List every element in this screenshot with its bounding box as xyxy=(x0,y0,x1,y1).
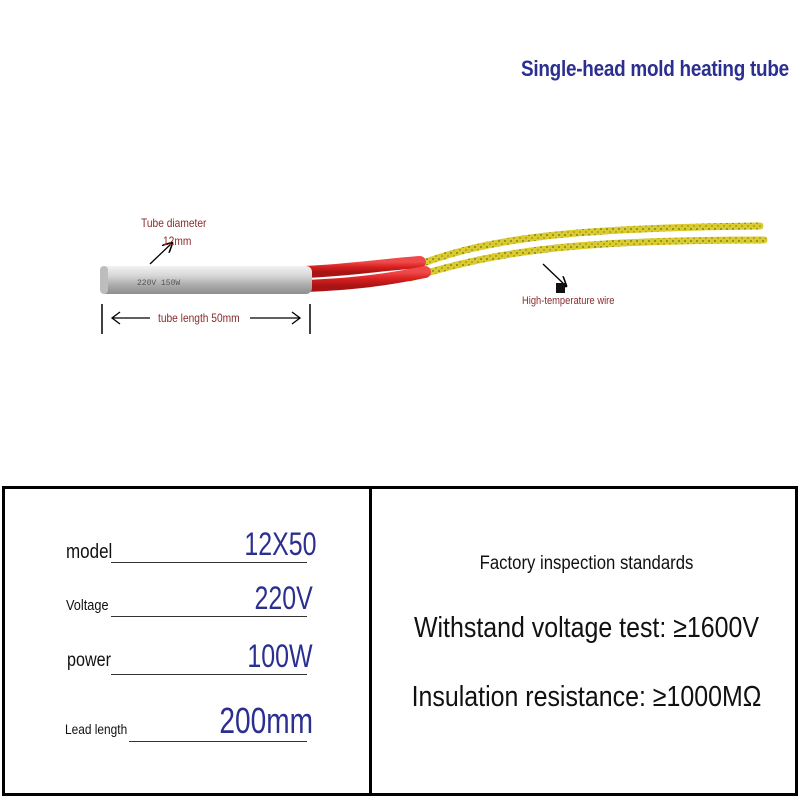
wire-lower xyxy=(410,240,764,278)
tube-length-label: tube length 50mm xyxy=(158,311,240,325)
tube-diameter-value: 12mm xyxy=(163,234,192,248)
spec-panel xyxy=(2,486,372,796)
spec-row-power xyxy=(5,637,375,677)
spec-value: 220V xyxy=(254,580,313,616)
spec-label: model xyxy=(66,541,113,563)
tube-print: 220V 150W xyxy=(137,279,181,288)
spec-value: 12X50 xyxy=(244,526,317,562)
standards-panel xyxy=(369,486,798,796)
spec-row-model xyxy=(5,525,375,565)
wire-label: High-temperature wire xyxy=(522,295,615,307)
spec-label: Voltage xyxy=(66,597,109,614)
tube-diameter-label: Tube diameter xyxy=(141,216,207,230)
heating-tube xyxy=(100,266,312,294)
standards-title: Factory inspection standards xyxy=(479,553,694,574)
spec-value: 200mm xyxy=(219,700,313,741)
spec-label: power xyxy=(67,650,111,671)
spec-row-lead-length xyxy=(5,702,375,742)
spec-row-voltage xyxy=(5,579,375,619)
spec-label: Lead length xyxy=(65,721,128,737)
spec-value: 100W xyxy=(247,638,313,674)
standards-line-insulation: Insulation resistance: ≥1000MΩ xyxy=(411,681,762,713)
standards-line-voltage: Withstand voltage test: ≥1600V xyxy=(413,612,760,644)
page-title: Single-head mold heating tube xyxy=(521,56,789,81)
